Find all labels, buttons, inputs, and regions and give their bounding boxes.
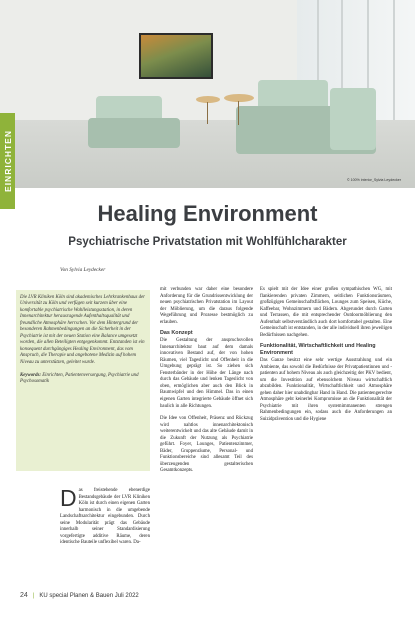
keywords	[20, 373, 146, 386]
dropcap: D	[60, 485, 77, 511]
photo-tv-screen	[139, 33, 213, 79]
page-number: 24	[20, 592, 28, 599]
column-1	[60, 485, 150, 547]
section-tab-label: EINRICHTEN	[2, 130, 13, 192]
photo-side-table	[196, 96, 220, 103]
column-2	[160, 287, 253, 475]
keywords-label: Keywords:	[20, 372, 41, 378]
col2-paragraph-2: Die Gestaltung der anspruchsvollen Innenarchitektur baut auf dem damals innovativen Bestand auf, der von hohen Räumen, viel Tageslicht und Offenheit in die Umgebung geprägt ist. So ziehen sich Fensterbänder in der Höhe der Länge nach durch das Gebäude und lenken Tageslicht von oben, ermöglichen aber auch den Blick in Baumwipfel und den Himmel. Das in einen eigenen Garten integrierte Gebäude öffnet sich baulich in alle Richtungen.	[160, 338, 253, 409]
footer-separator: |	[32, 592, 35, 599]
intro-text: Die LVR Kliniken Köln sind akademisches Lehrkrankenhaus der Universität zu Köln und verfügen seit kurzem über eine komfortable psychiatrische Wahlleistungsstation, in deren Innenarchitektur herausragende Aufenthaltsqualität und freundliche Atmosphäre herrschen. Vor dem Hintergrund der besonderen Rahmenbedingungen an die Sicherheit in der Psychiatrie ist mit der neuen Station eine Balance umgesetzt worden, die allen Beteiligten entgegenkommt. Entstanden ist ein konsequent durchgängiges Healing Environment, das vom Anspruch, die Therapie und angebotene Medizin auf hohem Niveau zu unterstützen, geleitet wurde.	[20, 295, 146, 365]
photo-table-leg-2	[238, 101, 239, 125]
column-3	[260, 287, 392, 423]
photo-side-table-2	[224, 94, 254, 102]
hero-photo	[0, 0, 415, 188]
byline: Von Sylvia Leydecker	[60, 267, 106, 273]
article-subtitle: Psychiatrische Privatstation mit Wohlfühlcharakter	[68, 236, 347, 248]
keywords-list: Einrichten, Patientenversorgung, Psychiatrie und Psychosomatik	[20, 372, 139, 385]
col2-paragraph-1: mit verbunden war daher eine besondere Anforderung für die Grundrissentwicklung der neuen psychiatrischen Privatstation im Layout der Möblierung, um die daraus folgende Wegeführung und Prozesse bestmöglich zu erlauben.	[160, 287, 253, 325]
col2-paragraph-3: Die Idee von Offenheit, Präsenz und Rückzug wird nahtlos innenarchitektonisch weiterentwickelt und das alte Gebäude damit in die Zukunft der Nutzung als Psychiatrie geführt. Foyer, Lounges, Patientenzimmer, Bäder, Gruppenräume, Personal- und Funktionsbereiche sind allesamt Teil des überzeugenden gestalterischen Gesamtkonzepts.	[160, 416, 253, 474]
col3-paragraph-1: Es spielt mit der Idee einer großen sympathischen WG, mit flankierenden privaten Zimmern, seitlichen Funktionsräumen, großzügigen Gemeinschaftsflächen, Lounges zum Speisen, Küche, Kaffeebar, Wohnzimmern und Bädern. Abgerundet durch Garten und Terrassen, die mit entsprechender Outdoormöblierung den Aufenthalt selbstverständlich auch dort komfortabel gestalten. Eine Gemeinschaft ist entstanden, in der alle individuell ihren jeweiligen Bedürfnissen nachgehen.	[260, 287, 392, 338]
photo-credit: © 100% interior_Sylvia Leydecker	[347, 178, 401, 182]
publication-name: KU special Planen & Bauen Juli 2022	[39, 592, 139, 599]
heading-funktionalitaet: Funktionalität, Wirtschaftlichkeit und Healing Environment	[260, 343, 376, 357]
photo-sofa-corner	[330, 88, 376, 150]
col3-paragraph-2: Das Ganze besitzt eine sehr wertige Ausstrahlung und ein Ambiente, das sowohl die Bedürfnisse der Privatpatientinnen und -patienten auf hohem Niveau als auch gleichzeitig der PKV bedient, um die Investition auf ebensolchem Niveau wirtschaftlich abzubilden. Funktionalität, Wirtschaftlichkeit und Atmosphäre gehen daher hier unabdingbar Hand in Hand. Die patientengerechte Atmosphäre geht keinerlei Kompromisse an die Funktionalität der Psychiatrie mit ihren systemimmanenten strengen Rahmenbedingungen ein, sodass auch die Anforderungen an Suizidprävention und die Hygiene	[260, 357, 392, 422]
heading-das-konzept: Das Konzept	[160, 330, 193, 337]
photo-sofa-left	[88, 118, 180, 148]
page-footer	[20, 592, 400, 599]
intro-box	[16, 290, 150, 471]
col1-paragraph: as freistehende ebenerdige Bestandsgebäude der LVR Kliniken Köln ist durch einen eigenen Garten harmonisch in die umgebende Landschaftsarchitektur eingebunden. Durch seine Modularität prägt das Gebäude innerhalb seiner Standardisierung vorgefertigte additive Räume, deren identische Bauteile unflexibel waren. Da-	[60, 488, 150, 546]
article-title: Healing Environment	[97, 201, 318, 226]
photo-table-leg	[207, 102, 208, 124]
section-tab	[0, 113, 15, 209]
